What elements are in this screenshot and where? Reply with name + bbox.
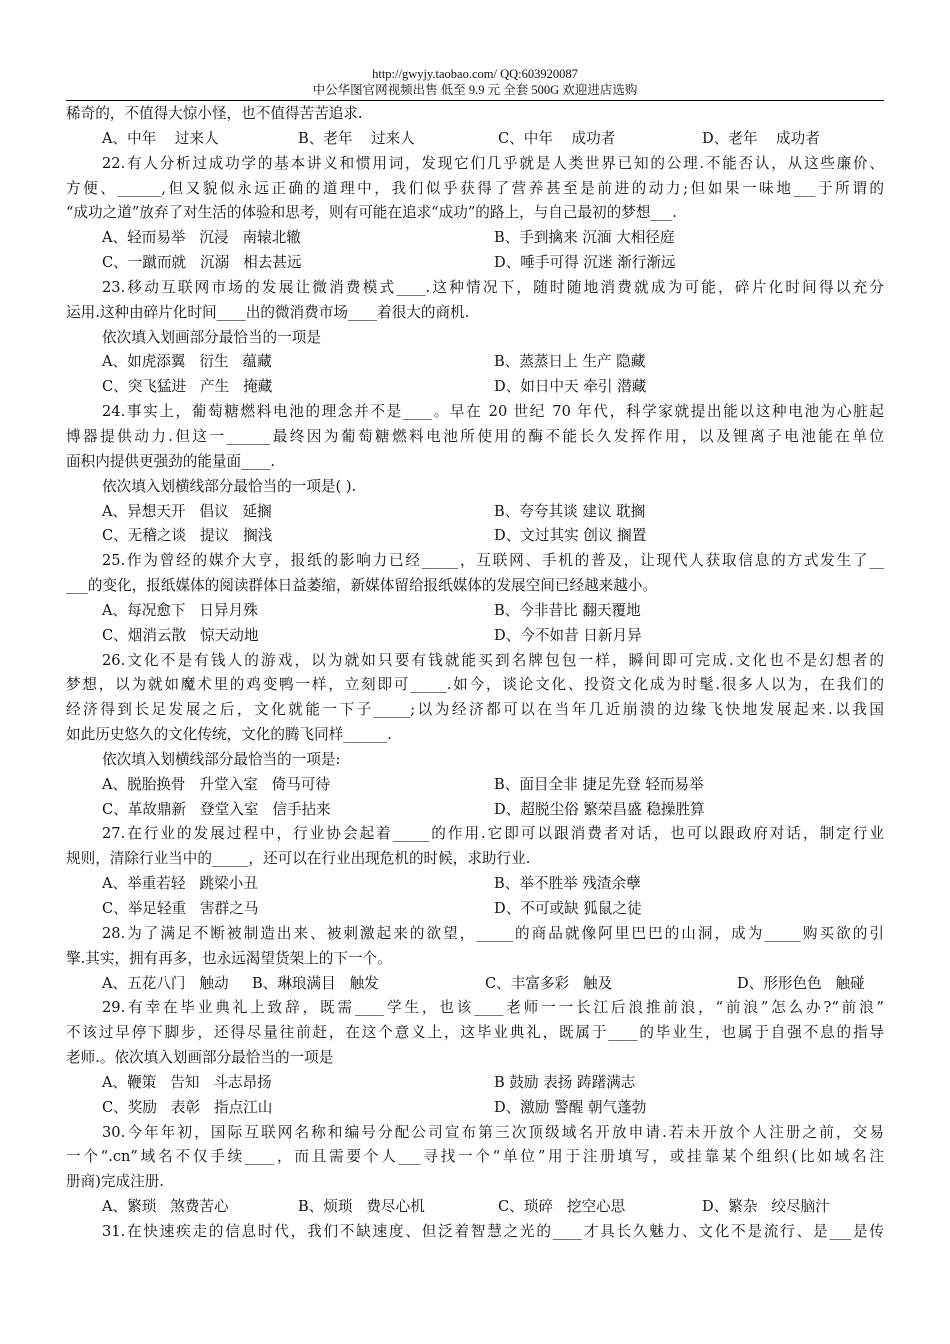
header-divider: [66, 100, 884, 101]
q30-option-a: A、繁琐 煞费苦心: [102, 1198, 229, 1216]
q21-option-a: A、中年 过来人: [102, 129, 219, 147]
q25-option-a: A、每况愈下 日异月殊: [102, 601, 258, 619]
q26-options-row-2: [66, 798, 884, 823]
q28-stem-line-2: 擎.其实，拥有再多，也永远渴望货架上的下一个。: [66, 949, 392, 967]
q29-stem-line-1: 29.有幸在毕业典礼上致辞，既需____学生，也该____老师一一长江后浪推前浪，“前浪”怎么办?“前浪”: [102, 999, 884, 1017]
q22-option-b: B、手到擒来 沉湎 大相径庭: [494, 229, 675, 247]
q23-options-row-1: [66, 350, 884, 375]
q29-options-row-2: [66, 1096, 884, 1121]
q24-option-b: B、夸夸其谈 建议 耽搁: [494, 502, 646, 520]
q27-option-c: C、举足轻重 害群之马: [102, 900, 259, 917]
q23-stem-line-1: 23.移动互联网市场的发展让微消费模式____.这种情况下，随时随地消费就成为可能，碎片化时间得以充分: [102, 278, 884, 296]
q23-stem-line-2: 运用.这种由碎片化时间____出的微消费市场____着很大的商机.: [66, 303, 470, 321]
q22-option-c: C、一蹴而就 沉溺 相去甚远: [102, 254, 302, 272]
q26-options-row-1: [66, 773, 884, 798]
q30-stem-line-3: 册商)完成注册.: [66, 1173, 164, 1191]
q24-option-a: A、异想天开 倡议 延搁: [102, 502, 272, 520]
q25-option-d: D、今不如昔 日新月异: [494, 626, 642, 644]
q29-options-row-1: [66, 1071, 884, 1096]
q25-options-row-1: [66, 599, 884, 624]
q22-stem-line-3: “成功之道”放弃了对生活的体验和思考，则有可能在追求“成功”的路上，与自己最初的梦想___.: [66, 204, 677, 222]
q25-option-b: B、今非昔比 翻天覆地: [494, 601, 641, 619]
q26-option-a: A、脱胎换骨 升堂入室 倚马可待: [102, 775, 331, 793]
q21-options: [66, 127, 884, 152]
q26-stem-line-4: 如此历史悠久的文化传统，文化的腾飞同样______.: [66, 726, 392, 744]
q30-option-d: D、繁杂 绞尽脑汁: [702, 1198, 830, 1216]
q24-options-row-2: [66, 524, 884, 549]
q23-option-b: B、蒸蒸日上 生产 隐藏: [494, 353, 646, 371]
q29-option-a: A、鞭策 告知 斗志昂扬: [102, 1073, 272, 1091]
q26-stem-line-2: 梦想，以为就如魔术里的鸡变鸭一样，立刻即可_____.如今，谈论文化、投资文化成为时髦.很多人以为，在我们的: [66, 676, 884, 694]
q27-stem-line-1: 27.在行业的发展过程中，行业协会起着_____的作用.它即可以跟消费者对话，也可以跟政府对话，制定行业: [102, 825, 884, 843]
q22-options-row-1: [66, 226, 884, 251]
q22-options-row-2: [66, 251, 884, 276]
q24-stem-line-3: 面积内提供更强劲的能量面____.: [66, 452, 275, 470]
q31-stem-line-1: 31.在快速疾走的信息时代，我们不缺速度、但泛着智慧之光的____才具长久魅力、文化不是流行、是___是传: [102, 1222, 884, 1240]
q26-stem-line-1: 26.文化不是有钱人的游戏，以为就如只要有钱就能买到名牌包包一样，瞬间即可完成.文化也不是幻想者的: [102, 651, 884, 669]
q24-option-d: D、文过其实 创议 搁置: [494, 527, 647, 545]
q23-option-c: C、突飞猛进 产生 掩藏: [102, 378, 273, 396]
q23-options-row-2: [66, 375, 884, 400]
q27-option-a: A、举重若轻 跳梁小丑: [102, 875, 258, 893]
page-header: [0, 66, 950, 98]
q28-option-b: B、琳琅满目 触发: [252, 974, 379, 992]
q26-option-c: C、革故鼎新 登堂入室 信手拈来: [102, 800, 331, 818]
q27-options-row-1: [66, 872, 884, 897]
q30-option-b: B、烦琐 费尽心机: [298, 1198, 425, 1216]
q22-stem-line-1: 22.有人分析过成功学的基本讲义和惯用词，发现它们几乎就是人类世界已知的公理.不能否认，从这些廉价、: [102, 154, 884, 172]
q29-option-b: B 鼓励 表扬 踌躇满志: [494, 1073, 636, 1091]
q28-stem-line-1: 28.为了满足不断被制造出来、被刺激起来的欲望，_____的商品就像阿里巴巴的山洞，成为_____购买欲的引: [102, 924, 884, 942]
q29-stem-line-3: 老师.。依次填入划画部分最恰当的一项是: [66, 1049, 334, 1067]
q22-option-a: A、轻而易举 沉浸 南辕北辙: [102, 229, 301, 247]
q21-stem-tail: 稀奇的，不值得大惊小怪，也不值得苦苦追求.: [66, 105, 363, 122]
q25-options-row-2: [66, 624, 884, 649]
q25-stem-line-2: ___的变化，报纸媒体的阅读群体日益萎缩，新媒体留给报纸媒体的发展空间已经越来越小。: [66, 577, 658, 595]
q24-prompt: 依次填入划横线部分最恰当的一项是( ).: [102, 477, 357, 495]
header-promo-line: 中公华图官网视频出售 低至 9.9 元 全套 500G 欢迎进店选购: [312, 83, 638, 97]
q24-option-c: C、无稽之谈 提议 搁浅: [102, 527, 273, 545]
q30-stem-line-1: 30.今年年初，国际互联网名称和编号分配公司宣布第三次顶级域名开放申请.若未开放个人注册之前，交易: [102, 1123, 884, 1141]
q29-stem-line-2: 不该过早停下脚步，还得尽量往前赶，在这个意义上，这毕业典礼，既属于____的毕业生，也属于自强不息的指导: [66, 1024, 884, 1042]
q28-options: [66, 972, 884, 997]
q27-option-d: D、不可或缺 狐鼠之徒: [494, 900, 642, 917]
q29-option-c: C、奖励 表彰 指点江山: [102, 1098, 273, 1116]
q25-option-c: C、烟消云散 惊天动地: [102, 626, 259, 644]
q21-option-b: B、老年 过来人: [298, 129, 415, 147]
q24-options-row-1: [66, 500, 884, 525]
q26-option-d: D、超脱尘俗 繁荣昌盛 稳操胜算: [494, 800, 705, 818]
q28-option-a: A、五花八门 触动: [102, 974, 229, 992]
header-url-line: http://gwyjy.taobao.com/ QQ:603920087: [372, 67, 578, 81]
q21-option-c: C、中年 成功者: [498, 129, 616, 147]
q28-option-c: C、丰富多彩 触及: [485, 974, 613, 992]
q22-stem-line-2: 方便、______,但又貌似永远正确的道理中，我们似乎获得了营养甚至是前进的动力;但如果一味地___于所谓的: [66, 179, 884, 197]
q23-option-a: A、如虎添翼 衍生 蕴藏: [102, 353, 272, 371]
q22-option-d: D、唾手可得 沉迷 渐行渐远: [494, 254, 676, 272]
q23-option-d: D、如日中天 牵引 潜藏: [494, 378, 647, 396]
q30-options: [66, 1195, 884, 1220]
q27-option-b: B、举不胜举 残渣余孽: [494, 875, 641, 893]
q29-option-d: D、激励 警醒 朝气蓬勃: [494, 1098, 647, 1116]
q26-stem-line-3: 经济得到长足发展之后，文化就能一下子_____;以为经济都可以在当年几近崩溃的边缘飞快地发展起来.以我国: [66, 701, 884, 719]
q26-option-b: B、面目全非 捷足先登 轻而易举: [494, 775, 704, 793]
exam-body: [66, 102, 884, 1245]
q30-stem-line-2: 一个“.cn”域名不仅手续____，而且需要个人___寻找一个“单位”用于注册填写，或挂靠某个组织(比如域名注: [66, 1148, 884, 1166]
q21-option-d: D、老年 成功者: [702, 129, 820, 147]
q24-stem-line-2: 博器提供动力.但这一______最终因为葡萄糖燃料电池所使用的酶不能长久发挥作用，以及锂离子电池能在单位: [66, 427, 884, 445]
q27-options-row-2: [66, 897, 884, 922]
q30-option-c: C、琐碎 挖空心思: [498, 1198, 626, 1216]
q27-stem-line-2: 规则，清除行业当中的_____，还可以在行业出现危机的时候，求助行业.: [66, 850, 531, 868]
q26-prompt: 依次填入划横线部分最恰当的一项是:: [102, 750, 341, 768]
q25-stem-line-1: 25.作为曾经的媒介大亨，报纸的影响力已经_____，互联网、手机的普及，让现代人获取信息的方式发生了__: [102, 552, 884, 570]
q23-prompt: 依次填入划画部分最恰当的一项是: [102, 328, 321, 346]
q24-stem-line-1: 24.事实上，葡萄糖燃料电池的理念并不是____。早在 20 世纪 70 年代，科学家就提出能以这种电池为心脏起: [102, 403, 884, 421]
q28-option-d: D、形形色色 触碰: [737, 974, 865, 992]
